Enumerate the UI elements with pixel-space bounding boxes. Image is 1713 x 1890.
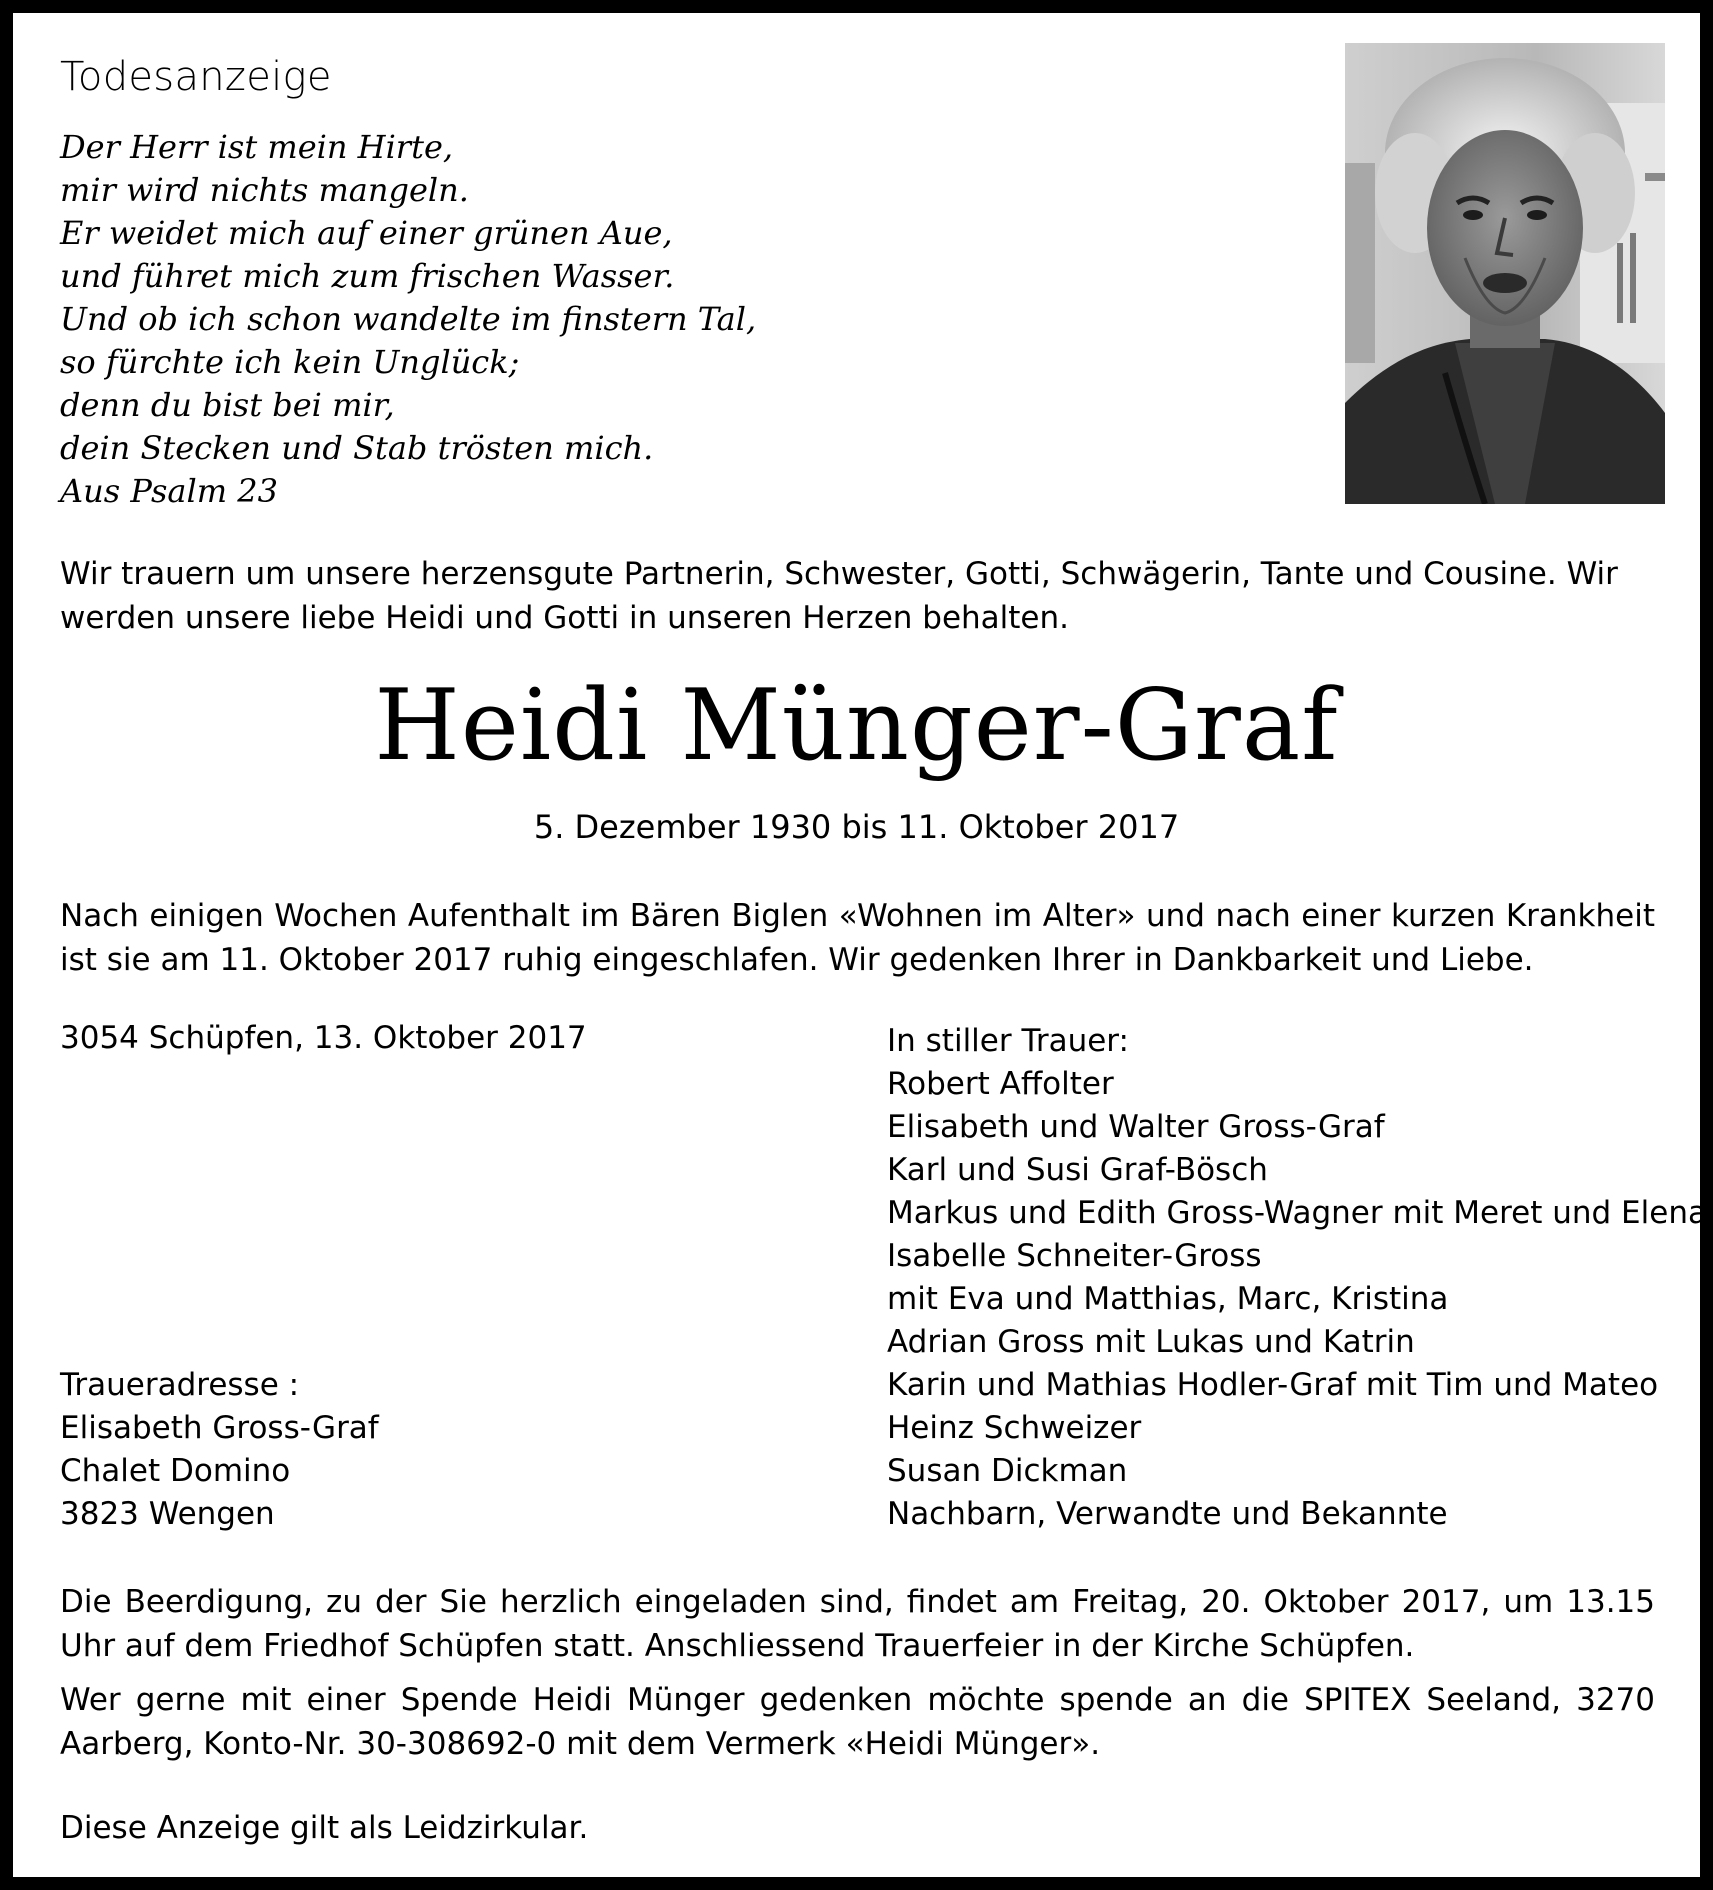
mourner-entry: Susan Dickman [887, 1453, 1128, 1489]
place-date: 3054 Schüpfen, 13. Oktober 2017 [60, 1020, 587, 1056]
passing-text: Nach einigen Wochen Aufenthalt im Bären Biglen «Wohnen im Alter» und nach einer kurzen Krankheit ist sie am 11. Oktober 2017 ruhig eingeschlafen. Wir gedenken Ihrer in Dankbarkeit und Liebe. [60, 898, 1655, 978]
mourner-entry: Markus und Edith Gross-Wagner mit Meret und Elena [887, 1195, 1707, 1231]
address-label: Traueradresse : [60, 1367, 300, 1403]
psalm-line: Und ob ich schon wandelte im finstern Tal, [60, 300, 757, 338]
deceased-name: Heidi Münger-Graf [374, 669, 1339, 783]
portrait-photo [1345, 43, 1665, 504]
mourning-address [60, 1364, 379, 1536]
psalm-quote [60, 126, 756, 513]
address-line: Elisabeth Gross-Graf [60, 1410, 379, 1446]
psalm-line: so fürchte ich kein Unglück; [60, 343, 520, 381]
mourner-entry: Nachbarn, Verwandte und Bekannte [887, 1496, 1448, 1532]
mourner-entry: Karl und Susi Graf-Bösch [887, 1152, 1268, 1188]
mourner-entry: Robert Affolter [887, 1066, 1114, 1102]
mourner-entry: Karin und Mathias Hodler-Graf mit Tim und Mateo [887, 1367, 1659, 1403]
footer-note: Diese Anzeige gilt als Leidzirkular. [60, 1810, 589, 1846]
mourner-entry: Heinz Schweizer [887, 1410, 1142, 1446]
page-heading: Todesanzeige [60, 54, 332, 100]
psalm-line: denn du bist bei mir, [60, 386, 395, 424]
psalm-source: Aus Psalm 23 [60, 472, 278, 510]
mourners-list [887, 1020, 1707, 1536]
portrait-illustration [1345, 43, 1665, 504]
psalm-line: mir wird nichts mangeln. [60, 171, 469, 209]
mourner-entry: Isabelle Schneiter-Gross [887, 1238, 1262, 1274]
funeral-info: Die Beerdigung, zu der Sie herzlich eingeladen sind, findet am Freitag, 20. Oktober 2017, um 13.15 Uhr auf dem Friedhof Schüpfen statt. Anschliessend Trauerfeier in der Kirche Schüpfen. [60, 1584, 1655, 1664]
psalm-line: dein Stecken und Stab trösten mich. [60, 429, 654, 467]
intro-text: Wir trauern um unsere herzensgute Partnerin, Schwester, Gotti, Schwägerin, Tante und Cousine. Wir werden unsere liebe Heidi und Gotti in unseren Herzen behalten. [60, 556, 1618, 636]
address-line: 3823 Wengen [60, 1496, 275, 1532]
address-line: Chalet Domino [60, 1453, 291, 1489]
mourner-entry: mit Eva und Matthias, Marc, Kristina [887, 1281, 1449, 1317]
mourner-entry: Adrian Gross mit Lukas und Katrin [887, 1324, 1415, 1360]
psalm-line: Der Herr ist mein Hirte, [60, 128, 454, 166]
mourners-title: In stiller Trauer: [887, 1023, 1129, 1059]
mourner-entry: Elisabeth und Walter Gross-Graf [887, 1109, 1385, 1145]
life-dates: 5. Dezember 1930 bis 11. Oktober 2017 [533, 808, 1180, 846]
psalm-line: und führet mich zum frischen Wasser. [60, 257, 675, 295]
psalm-line: Er weidet mich auf einer grünen Aue, [60, 214, 673, 252]
donation-info: Wer gerne mit einer Spende Heidi Münger gedenken möchte spende an die SPITEX Seeland, 3270 Aarberg, Konto-Nr. 30-308692-0 mit dem Vermerk «Heidi Münger». [60, 1682, 1655, 1762]
